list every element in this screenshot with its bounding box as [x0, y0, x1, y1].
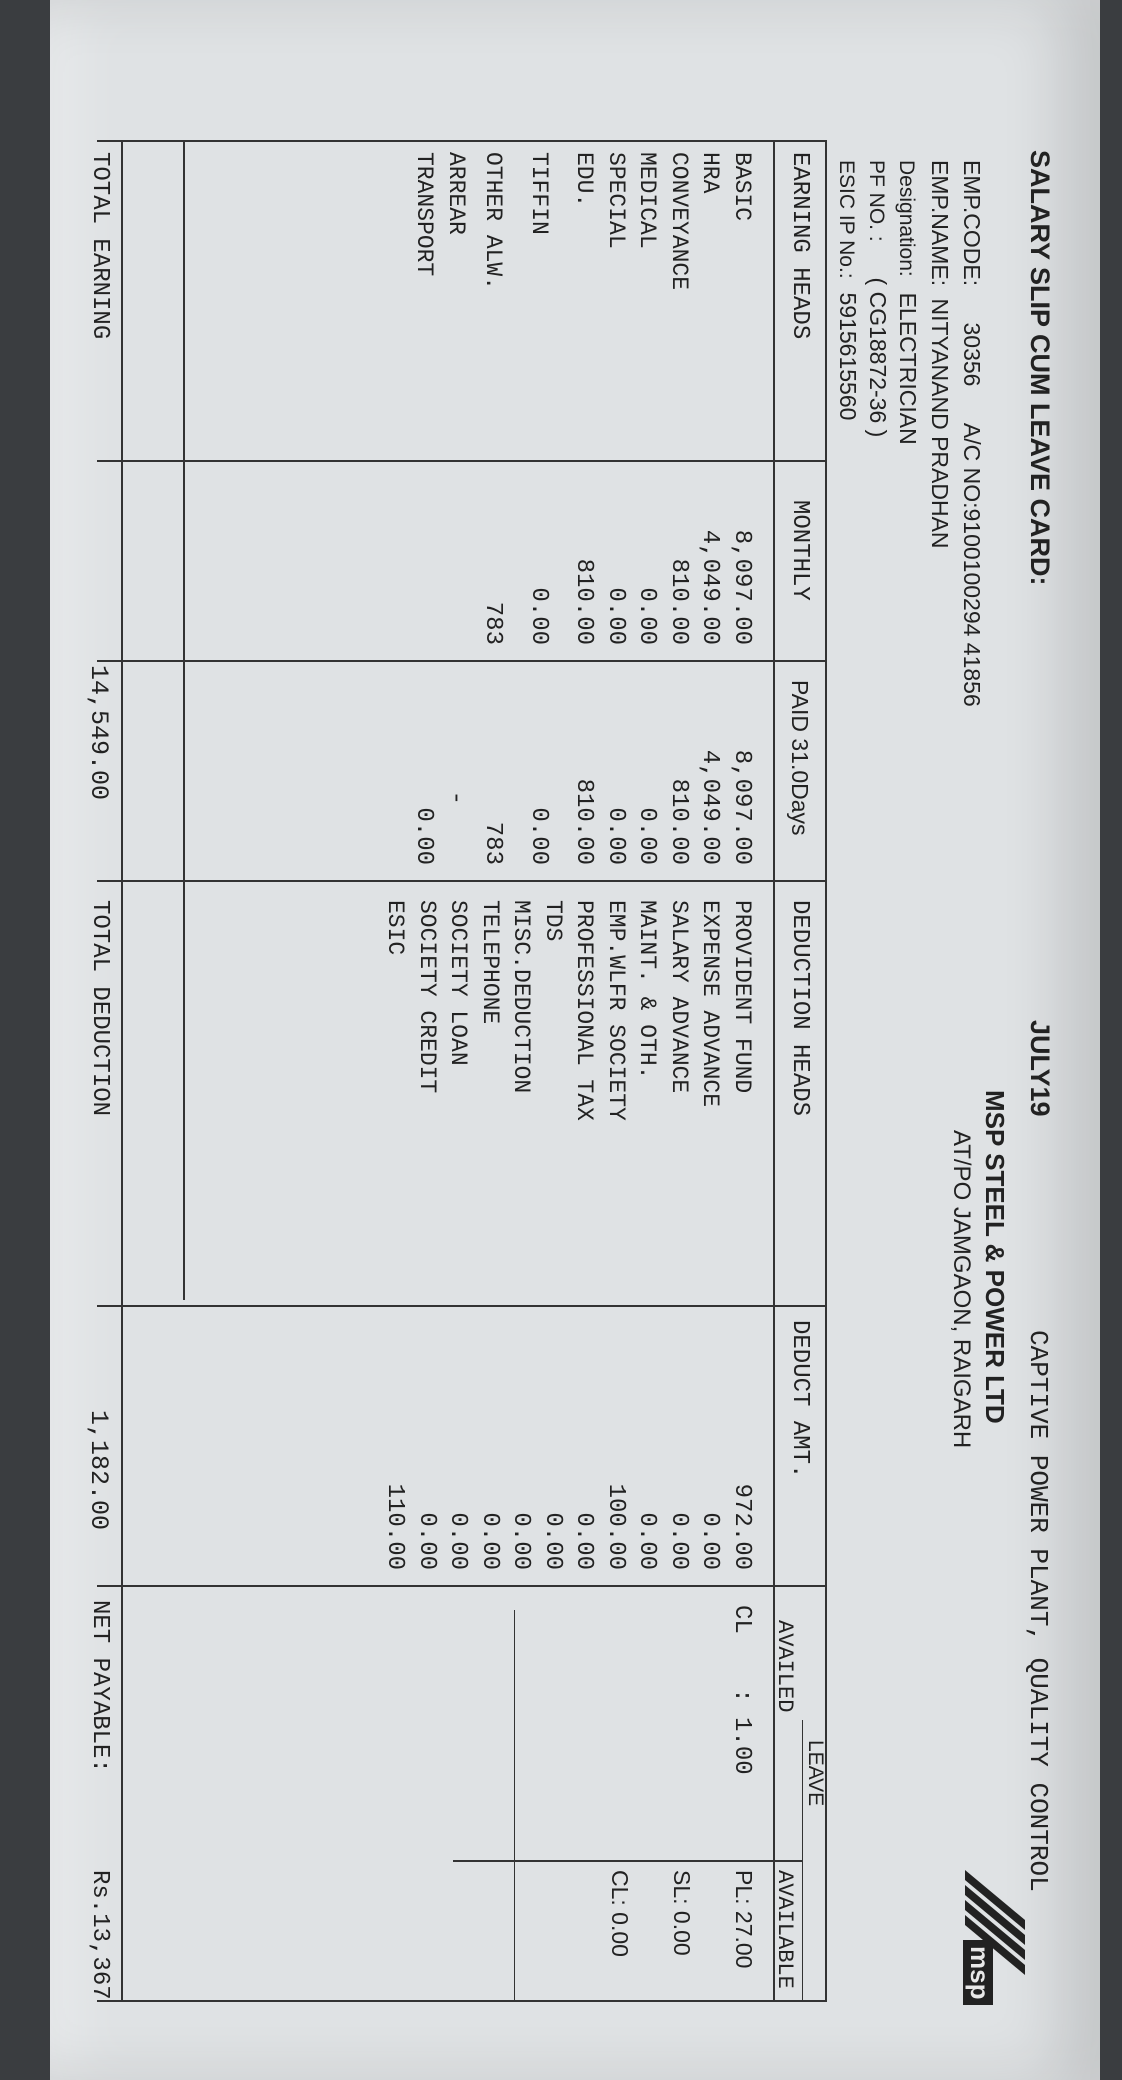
department: CAPTIVE POWER PLANT, QUALITY CONTROL — [1023, 1330, 1053, 1892]
availed-cl-value: : 1.00 — [728, 1688, 755, 1775]
company-name: MSP STEEL & POWER LTD — [980, 1090, 1010, 1424]
slip-month: JULY19 — [1025, 1020, 1055, 1117]
paid-value: 783 — [479, 821, 507, 865]
ac-number: 9100100294 41856 — [959, 508, 985, 707]
leave-col-divider — [453, 1860, 803, 1862]
totals-top-border — [121, 140, 123, 2000]
net-payable-label: NET PAYABLE: — [86, 1600, 113, 1773]
deduction-head: MAINT. & OTH. — [634, 900, 661, 1080]
paid-value: 0.00 — [602, 807, 629, 865]
paid-value: 810.00 — [665, 778, 692, 865]
availed-cl-label: CL — [728, 1605, 755, 1634]
col-available: AVAILABLE — [772, 1870, 797, 1989]
paid-value: 0.00 — [410, 807, 438, 865]
deduction-head: EXPENSE ADVANCE — [697, 900, 724, 1108]
deduction-amount: 972.00 — [728, 1483, 755, 1570]
table-top-border — [825, 140, 827, 2000]
total-deduction-label: TOTAL DEDUCTION — [86, 900, 113, 1117]
msp-logo — [955, 1860, 1035, 2010]
earning-heads-list — [408, 152, 757, 290]
deduction-amount: 100.00 — [602, 1483, 629, 1570]
col-monthly: MONTHLY — [786, 500, 813, 601]
company-address: AT/PO JAMGAON, RAIGARH — [948, 1130, 975, 1449]
designation-row — [894, 160, 921, 445]
pf-number: ( CG18872-36 ) — [865, 277, 891, 438]
earning-head: EDU. — [571, 152, 598, 208]
logo-text: msp — [965, 1946, 995, 2000]
monthly-value: 0.00 — [633, 587, 661, 645]
col-divider-4 — [97, 1305, 827, 1307]
col-divider-5 — [97, 1585, 827, 1587]
slip-title: SALARY SLIP CUM LEAVE CARD: — [1025, 150, 1055, 586]
emp-code-label: EMP.CODE: — [959, 160, 985, 287]
monthly-value: 810.00 — [570, 558, 598, 645]
deduction-amounts — [379, 1315, 757, 1570]
col-earning-heads: EARNING HEADS — [786, 152, 813, 340]
earning-head: CONVEYANCE — [666, 152, 692, 291]
deduction-head: PROVIDENT FUND — [729, 900, 755, 1094]
monthly-value: 810.00 — [665, 558, 692, 645]
emp-code: 30356 — [959, 322, 985, 387]
col-deduct-amt: DEDUCT AMT. — [786, 1320, 813, 1479]
deduction-head: SALARY ADVANCE — [666, 900, 692, 1094]
col-paid: PAID 31.0Days — [787, 680, 813, 836]
available-cl: CL: 0.00 — [607, 1870, 633, 1957]
earning-head: BASIC — [729, 152, 755, 222]
available-sl: SL: 0.00 — [669, 1870, 695, 1956]
designation: ELECTRICIAN — [895, 292, 921, 445]
monthly-value: 0.00 — [602, 587, 629, 645]
emp-name-row — [926, 160, 953, 549]
salary-slip — [75, 40, 1075, 2040]
available-pl: PL: 27.00 — [731, 1870, 757, 1969]
total-earning-label: TOTAL EARNING — [86, 152, 113, 340]
net-payable-value: Rs.13,367 — [86, 1870, 113, 2000]
pf-label: PF NO. : — [865, 160, 888, 242]
col-deduction-heads: DEDUCTION HEADS — [786, 900, 813, 1117]
deduction-head: ESIC — [382, 900, 409, 956]
earning-head: MEDICAL — [634, 152, 661, 249]
deduction-head: TELEPHONE — [477, 900, 503, 1025]
paid-value: 810.00 — [570, 778, 598, 865]
paid-value: 0.00 — [525, 807, 552, 865]
earning-head: ARREAR — [443, 152, 469, 235]
emp-name-label: EMP.NAME: — [927, 160, 953, 287]
paid-value: 4,049.00 — [696, 749, 724, 865]
col-leave: LEAVE — [804, 1740, 827, 1807]
earning-head: TIFFIN — [526, 152, 552, 235]
table-right-border — [97, 2000, 827, 2002]
emp-name: NITYANAND PRADHAN — [927, 298, 953, 549]
total-earning-value: 14,549.00 — [84, 665, 113, 801]
body-inner-line — [183, 140, 185, 1300]
col-divider-1 — [97, 460, 827, 462]
paid-value: - — [442, 790, 469, 805]
paid-value: 0.00 — [633, 807, 661, 865]
deduction-amount: 0.00 — [539, 1512, 566, 1570]
designation-label: Designation: — [895, 160, 918, 277]
monthly-value: 0.00 — [525, 587, 552, 645]
leave-divider-line — [514, 1610, 515, 2000]
esic-label: ESIC IP No.: — [835, 160, 858, 279]
deduction-amount: 0.00 — [476, 1512, 503, 1570]
deduction-amount: 0.00 — [507, 1512, 535, 1570]
col-availed: AVAILED — [772, 1620, 797, 1713]
esic-row — [834, 160, 861, 420]
header-bottom-border — [773, 140, 775, 2000]
deduction-amount: 0.00 — [413, 1512, 440, 1570]
col-divider-2 — [97, 660, 827, 662]
deduction-head: PROFESSIONAL TAX — [571, 900, 598, 1121]
deduction-amount: 0.00 — [633, 1512, 661, 1570]
deduction-head: MISC.DEDUCTION — [508, 900, 535, 1094]
paid-value: 8,097.00 — [728, 749, 755, 865]
monthly-values — [477, 470, 757, 645]
ac-label: A/C NO: — [959, 422, 985, 509]
pf-row — [864, 160, 891, 437]
deduction-head: TDS — [540, 900, 566, 942]
monthly-value: 783 — [479, 601, 507, 645]
deduction-amount: 0.00 — [444, 1512, 472, 1570]
table-left-border — [97, 140, 827, 142]
earning-head: HRA — [697, 152, 724, 194]
leave-availed — [728, 1605, 755, 1775]
earning-head: SPECIAL — [603, 152, 629, 249]
monthly-value: 8,097.00 — [728, 529, 755, 645]
deduction-head: EMP.WLFR SOCIETY — [603, 900, 629, 1121]
earning-head: TRANSPORT — [411, 152, 438, 277]
deduction-amount: 0.00 — [570, 1512, 598, 1570]
col-divider-3 — [97, 880, 827, 882]
deduction-heads-list — [379, 900, 757, 1121]
deduction-head: SOCIETY CREDIT — [414, 900, 440, 1094]
paper-sheet — [50, 0, 1100, 2080]
total-deduction-value: 1,182.00 — [84, 1410, 113, 1531]
paid-values — [408, 670, 757, 865]
emp-code-row — [958, 160, 985, 707]
deduction-amount: 0.00 — [696, 1512, 724, 1570]
monthly-value: 4,049.00 — [696, 529, 724, 645]
deduction-amount: 110.00 — [381, 1483, 409, 1570]
earning-head: OTHER ALW. — [480, 152, 507, 291]
esic-number: 5915615560 — [835, 292, 861, 421]
deduction-amount: 0.00 — [665, 1512, 692, 1570]
deduction-head: SOCIETY LOAN — [445, 900, 472, 1066]
